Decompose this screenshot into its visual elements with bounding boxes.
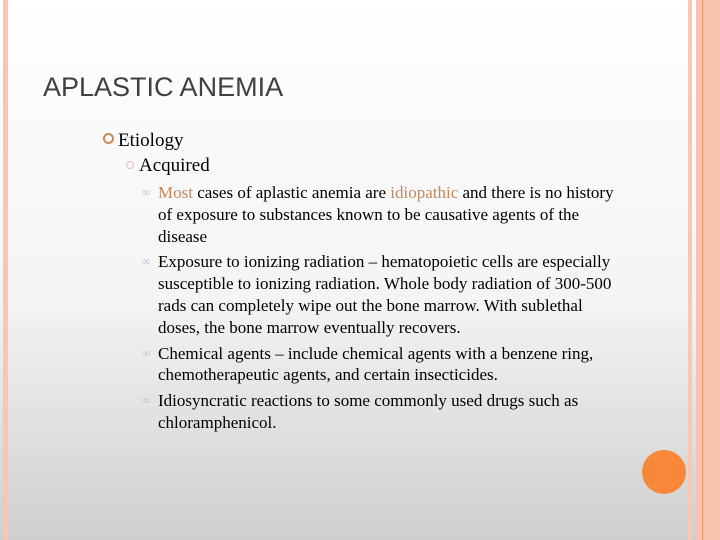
bullet-text: and there is no history of exposure to substances known to be causative agents of the disease [158,183,614,246]
bullet-level1 [103,130,183,152]
right-border-band [696,0,720,540]
circle-bullet-icon [103,133,114,144]
list-item [142,182,618,247]
loop-bullet-icon: ∞ [142,393,151,408]
bullet-text: Etiology [118,130,184,151]
circle-bullet-icon [126,161,134,169]
orange-circle-decoration [642,450,686,494]
bullet-text: Exposure to ionizing radiation – hematopoietic cells are especially susceptible to ionizing radiation. Whole body radiation of 300-500 rads can completely wipe out the bone marrow. With sublethal doses, the bone marrow eventually recovers. [158,252,612,337]
slide-title: APLASTIC ANEMIA [43,72,284,102]
highlight-text: Most [158,183,193,202]
bullet-text: cases of aplastic anemia are [192,183,391,202]
bullet-text: Acquired [139,155,210,176]
bullet-level2 [126,155,210,177]
list-item [142,251,618,338]
list-item [142,390,618,434]
right-border-line [702,0,703,540]
loop-bullet-icon: ∞ [142,345,151,360]
loop-bullet-icon: ∞ [142,254,151,269]
right-border-stripe [688,0,692,540]
list-item [142,343,618,387]
bullet-text: Idiosyncratic reactions to some commonly used drugs such as chloramphenicol. [158,391,579,432]
bullet-text: Chemical agents – include chemical agents with a benzene ring, chemotherapeutic agents, and certain insecticides. [158,343,594,385]
highlight-text: idiopathic [390,183,459,202]
loop-bullet-icon: ∞ [142,185,151,199]
bullet-list-level3 [142,182,618,434]
left-border-stripe [3,0,8,540]
